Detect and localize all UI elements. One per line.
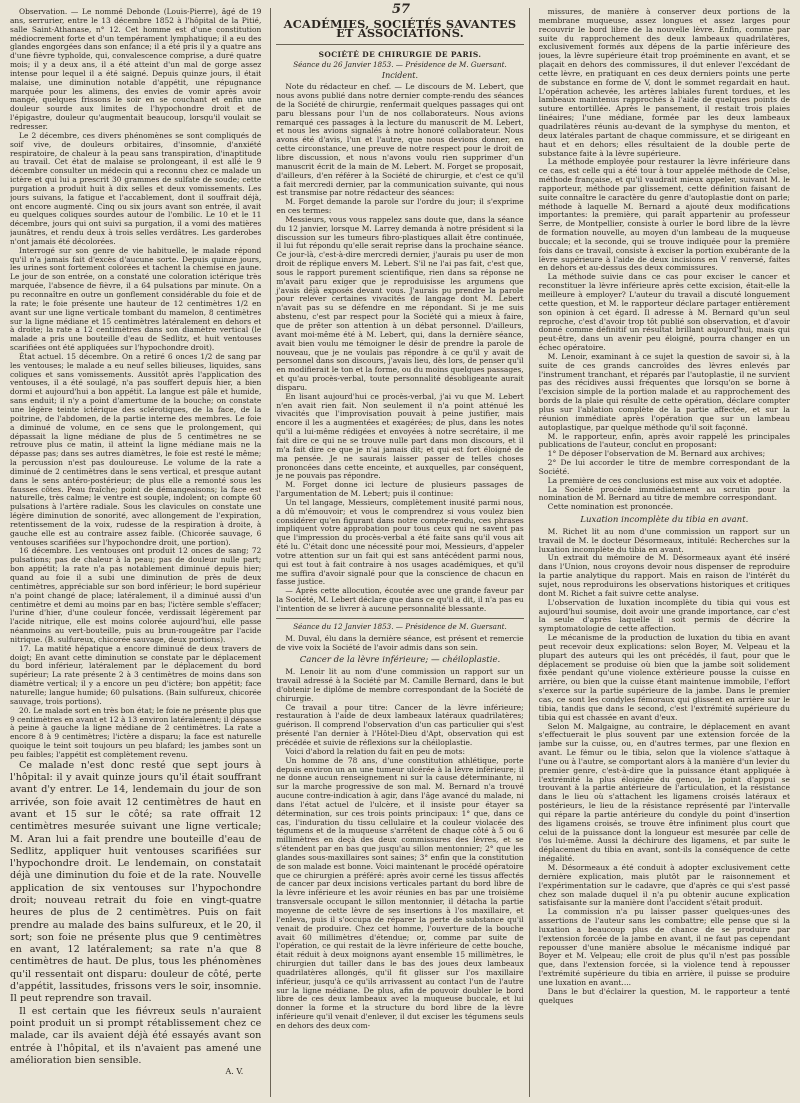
middle-paragraph: Un homme de 78 ans, d'une constitution athlétique, porte depuis environ un an une tumeur ulcérée à la lèvre inférieure; il ne donne aucun renseignement ni sur la cause déterminante, ni sur la marche progressive de son mal. M. Bernard n'a trouvé aucune contre-indication à agir, dans l'âge avancé du malade, ni dans l'état actuel de l'ulcère, et il insiste pour étayer sa détermination, sur ces trois points principaux: 1° que, dans ce cas, l'induration du tissu cellulaire et la couleur violacée des tégumens et de la muqueuse s'arrêtent de chaque côté à 5 ou 6 millimètres en deçà des deux commissures des lèvres, et se s'étendent par en bas que jusqu'au sillon mentonnier; 2° que les glandes sous-maxillaires sont saines; 3° enfin que la constitution de son malade est bonne. Voici maintenant le procédé opératoire que ce chirurgien a préféré: après avoir cerné les tissus affectés de cancer par deux incisions verticales partant du bord libre de la lèvre inférieure et les avoir réunies en bas par une troisième transversale occupant le sillon mentonnier, il détacha la partie moyenne de cette lèvre de ses insertions à l'os maxillaire, et l'enleva, puis il s'occupa de réparer la perte de substance qu'il venait de produire. Chez cet homme, l'ouverture de la bouche avait 60 millimètres d'étendue; or, comme par suite de l'opération, ce qui restait de la lèvre inférieure de cette bouche, était réduit à deux moignons ayant ensemble 15 millimètres, le chirurgien dut tailler dans le bas des joues deux lambeaux quadrilatères allongés, qu'il fit glisser sur l'os maxillaire inférieur, jusqu'à ce qu'ils arrivassent au contact l'un de l'autre sur la ligne médiane. De plus, afin de pouvoir doubler le bord libre de ces deux lambeaux avec la muqueuse buccale, et lui donner la forme et la structure du bord libre de la lèvre inférieure qu'il venait d'enlever, il dut exciser les tégumens seuls en dehors des deux com-: [276, 755, 524, 1030]
right-paragraph: L'observation de luxation incomplète du tibia qui vous est aujourd'hui soumise, doit avoir une grande importance, car c'est la seule d'après laquelle il soit permis de décrire la symptomatologie de cette affection.: [538, 597, 790, 634]
right-paragraph: Un extrait du mémoire de M. Désormeaux ayant été inséré dans l'Union, nous croyons devoir nous dispenser de reproduire la partie analytique du rapport. Mais en raison de l'intérêt du sujet, nous reproduirons les observations historiques et critiques dont M. Richet a fait suivre cette analyse.: [538, 553, 790, 598]
right-paragraph: 1° De déposer l'observation de M. Bernard aux archives;: [547, 449, 766, 459]
right-paragraph: missures, de manière à conserver deux portions de la membrane muqueuse, assez longues et assez larges pour recouvrir le bord libre de la nouvelle lèvre. Enfin, comme par suite du rapprochement des deux lambeaux quadrilatères, exclusivement formés aux dépens de la partie inférieure des joues, la lèvre supérieure était trop proéminente en avant, et se plaçait en dehors des commissures, il dut enlever l'excédant de cette lèvre, en pratiquant en ces deux derniers points une perte de substance en forme de V, dont le sommet regardait en haut. L'opération achevée, les artères labiales furent tordues, et les lambeaux maintenus rapprochés à l'aide de quelques points de suture entortillée. Après le pansement, il restait trois plaies linéaires; l'une médiane, formée par les deux lambeaux quadrilatères réunis au-devant de la symphyse du menton, et deux latérales partant de chaque commissure, et se dirigeant en haut et en dehors; elles résultaient de la double perte de substance faite à la lèvre supérieure.: [538, 8, 790, 158]
middle-paragraph: Note du rédacteur en chef. — Le discours de M. Lebert, que nous avons publié dans notre dernier compte-rendu des séances de la Société de chirurgie, renfermait quelques passages qui ont paru blessans pour l'un de nos collaborateurs. Nous avions remarqué ces passages à la lecture du manuscrit de M. Lebert, et nous les avions signalés à notre honoré collaborateur. Nous avons été d'avis, l'un et l'autre, que nous devions donner, en cette circonstance, une preuve de notre respect pour le droit de libre discussion, et nous n'avons voulu rien supprimer d'un manuscrit écrit de la main de M. Lebert. M. Forget se proposait, d'ailleurs, d'en référer à la Société de chirurgie, et c'est ce qu'il a fait mercredi dernier, par la communication suivante, qui nous est transmise par notre rédacteur des séances:: [276, 82, 524, 198]
left-paragraph: Le 2 décembre, ces divers phénomènes se sont compliqués de soif vive, de douleurs orbitaires, d'insomnie, d'anxiété respiratoire, de chaleur à la peau sans transpiration, d'inaptitude au travail. Cet état de malaise se prolongeant, il est allé le 9 décembre consulter un médecin qui a reconnu chez ce malade un ictère et qui lui a prescrit 30 grammes de sulfate de soude; cette purgation a produit huit à dix selles et deux vomissements. Les jours suivans, la fatigue et l'accablement, dont il souffrait déjà, ont encore augmenté. Cinq ou six jours avant son entrée, il avait eu quelques coliques sourdes autour de l'ombilic. Le 10 et le 11 décembre, jours qui ont suivi sa purgation, il a vomi des matières jaunâtres, et rendu deux à trois selles verdâtres. Les garderobes n'ont jamais été décolorées.: [10, 130, 262, 246]
society-title: SOCIÉTÉ DE CHIRURGIE DE PARIS.: [318, 49, 482, 59]
incident-title: Incident.: [381, 71, 419, 81]
page-number: 57: [392, 2, 411, 17]
divider: [276, 618, 523, 619]
middle-paragraph: — Après cette allocution, écoutée avec une grande faveur par la Société, M. Lebert déclare que dans ce qu'il a dit, il n'a pas eu l'intention de se livrer à aucune personnalité blessante.: [276, 586, 524, 613]
right-paragraph: La Société procède immédiatement au scrutin pour la nomination de M. Bernard au titre de membre correspondant.: [538, 484, 790, 503]
column-middle: [270, 8, 529, 1097]
left-paragraph: 16 décembre. Les ventouses ont produit 12 onces de sang; 72 pulsations; pas de chaleur à la peau; pas de douleur nulle part; bon appétit; la rate n'a pas notablement diminué depuis hier; quand au foie il a subi une diminution de près de deux centimètres, appréciable sur son bord inférieur; le bord supérieur n'a point changé de place; latéralement, il a diminué aussi d'un centimètre et demi au moins par en bas; l'ictère semble s'effacer; l'urine d'hier, d'une couleur foncée, verdissait légèrement par l'acide nitrique, elle est moins colorée aujourd'hui, elle passe néanmoins au vert-bouteille, puis au brun-rougeâtre par l'acide nitrique. (B. sulfureux, chicorée sauvage, deux portions).: [10, 546, 262, 644]
left-paragraph: 17. La matité hépatique a encore diminué de deux travers de doigt; En avant cette diminution se constate par le déplacement du bord inférieur, latéralement par le déplacement du bord supérieur; La rate présente 2 à 3 centimètres de moins dans son diamètre vertical; il y a encore un peu d'ictère; bon appétit; face naturelle; langue humide; 60 pulsations. (Bain sulfureux, chicorée sauvage, trois portions).: [10, 643, 262, 706]
right-paragraph: Le mécanisme de la production de luxation du tibia en avant peut recevoir deux explications: selon Boyer, M. Velpeau et la plupart des auteurs qui les ont précédés, il faut, pour que le déplacement se produise où bien que la jambe soit solidement fixée pendant qu'une violence extérieure pousse la cuisse en arrière, ou bien que la cuisse étant maintenue immobile, l'effort s'exerce sur la partie supérieure de la jambe. Dans le premier cas, ce sont les condyles fémoraux qui glissent en arrière sur le tibia, tandis que dans le second, c'est l'extrémité supérieure du tibia qui est chassée en avant d'eux.: [538, 633, 790, 722]
middle-paragraph: Un tel langage, Messieurs, complètement inusité parmi nous, a dû m'émouvoir; et vous le comprendrez si vous voulez bien considérer qu'en figurant dans notre compte-rendu, ces phrases impliquent votre approbation pour tous ceux qui ne savent pas que l'impression du procès-verbal a été faite sans qu'il vous ait été lu. C'était donc une nécessité pour moi, Messieurs, d'appeler votre attention sur un fait qui est sans antécédent parmi nous, qui est tout à fait contraire à nos usages académiques, et qu'il me suffira d'avoir signalé pour que la conscience de chacun en fasse justice.: [276, 497, 524, 587]
columns: [10, 8, 790, 1097]
right-paragraph: M. Désormeaux a été conduit à adopter exclusivement cette dernière explication, mais plutôt par le raisonnement et l'expérimentation sur le cadavre, que d'après ce qui s'est passé chez son malade duquel il n'a pu obtenir aucune explication satisfaisante sur la manière dont l'accident s'était produit.: [538, 863, 790, 908]
middle-paragraph: M. Duval, élu dans la dernière séance, est présent et remercie de vive voix la Société de l'avoir admis dans son sein.: [276, 633, 524, 652]
session-date: Séance du 12 Janvier 1853. — Présidence de M. Guersant.: [293, 621, 507, 631]
left-paragraph: État actuel. 15 décembre. On a retiré 6 onces 1/2 de sang par les ventouses; le malade a eu neuf selles bilieuses, liquides, sans coliques et sans vomissements. Aussitôt après l'application des ventouses, il a été soulagé, n'a pas souffert depuis hier, a bien dormi et aujourd'hui a bon appétit. La langue est pâle et humide, sans enduit; il n'y a point d'amertume de la bouche; on constate une légère teinte ictérique des sclérotiques, de la face, de la poitrine, de l'abdomen, de la partie interne des membres. Le foie a diminué de volume, en ce sens que le prolongement, qui dépassait la ligne médiane de plus de 5 centimètres ne se retrouve plus ce matin, il atteint la ligne médiane mais ne la dépasse pas; dans ses autres diamètres, le foie est resté le même; la percussion n'est pas douloureuse. Le volume de la rate a diminué de 2 centimètres dans le sens vertical, et presque autant dans le sens antéro-postérieur; de plus elle a remonté sous les fausses côtes. Peau fraîche; point de démangeaisons; la face est naturelle, très calme; le ventre est souple, indolent; on compte 60 pulsations à l'artère radiale. Sous les clavicules on constate une légère diminution de sonorité, avec allongement de l'expiration, retentissement de la voix, rudesse de la respiration à droite, à gauche elle est au contraire assez faible. (Chicorée sauvage, 6 ventouses scarifiées sur l'hypochondre droit, une portion).: [10, 351, 262, 547]
right-paragraph: M. Richet lit au nom d'une commission un rapport sur un travail de M. le docteur Désormeaux, intitulé: Recherches sur la luxation incomplète du tibia en avant.: [538, 526, 790, 554]
middle-paragraph: En lisant aujourd'hui ce procès-verbal, j'ai vu que M. Lebert n'en avait rien fait. Non seulement il n'a point atténué les vivacités que l'improvisation pouvait à peine justifier, mais encore il les a augmentées et exagérées; de plus, dans les notes qu'il a lui-même rédigées et envoyées à notre secrétaire, il me fait dire ce qui ne se trouve nulle part dans mon discours, et il m'a fait dire ce que je n'ai jamais dit; et qui est fort éloigné de ma pensée. Je ne saurais laisser passer de telles choses prononcées dans cette enceinte, et auxquelles, par conséquent, je ne pouvais pas répondre.: [276, 391, 524, 481]
article-title: Cancer de la lèvre inférieure; — chéiloplastie.: [299, 655, 501, 666]
right-paragraph: La méthode employée pour restaurer la lèvre inférieure dans ce cas, est celle qui a été tour à tour appelée méthode de Celse, méthode française, et qu'il vaudrait mieux appeler, suivant M. le rapporteur, méthode par glissement, cette définition faisant de suite connaître le caractère du genre d'autoplastie dont on parle; méthode à laquelle M. Bernard a ajouté deux modifications importantes: la première, qui paraît appartenir au professeur Serre, de Montpellier, consiste à ourler le bord libre de la lèvre de formation nouvelle, au moyen d'un lambeau de la muqueuse buccale; et la seconde, qui se trouve indiquée pour la première fois dans ce travail, consiste à exciser la portion exubérante de la lèvre supérieure à l'aide de deux incisions en V renversé, faites en dehors et au-dessus des deux commissures.: [538, 157, 790, 273]
right-paragraph: La méthode suivie dans ce cas pour exciser le cancer et reconstituer la lèvre inférieure après cette excision, était-elle la meilleure à employer? L'auteur du travail a discuté longuement cette question, et M. le rapporteur déclare partager entièrement son opinion à cet égard. Il adresse à M. Bernard qu'un seul reproche, c'est d'avoir trop tôt publié son observation, et d'avoir donné comme définitif un résultat brillant aujourd'hui, mais qui peut-être, dans un avenir peu éloigné, pourra changer en un échec opératoire.: [538, 272, 790, 353]
middle-paragraph: Messieurs, vous vous rappelez sans doute que, dans la séance du 12 janvier, lorsque M. Larrey demanda à notre président si la discussion sur les tumeurs fibro-plastiques allait être continuée, il lui fut répondu qu'elle serait reprise dans la prochaine séance. Ce jour-là, c'est-à-dire mercredi dernier, j'aurais pu user de mon droit de réplique envers M. Lebert. S'il ne l'ai pas fait, c'est que, sous le rapport purement scientifique, rien dans sa réponse ne m'avait paru exiger que je reproduisisse les argumens que j'avais déjà exposés devant vous. J'aurais pu prendre la parole pour relever certaines vivacités de langage dont M. Lebert n'avait pas su se défendre en me répondant. Si je me suis abstenu, c'est par respect pour la Société qui a mieux à faire, que de prêter son attention à un débat personnel. D'ailleurs, avant moi-même été à M. Lebert, qui, dans la dernière séance, avait bien voulu me témoigner le désir de prendre la parole de nouveau, que je ne voulais pas répondre à ce qu'il y avait de personnel dans son discours, j'avais lieu, dès lors, de penser qu'il en modifierait le ton et la forme, ou du moins quelques passages, et qu'au procès-verbal, toute personnalité désobligeante aurait disparu.: [276, 214, 524, 392]
left-paragraph: 20. Le malade sort en très bon état; le foie ne présente plus que 9 centimètres en avant et 12 à 13 environ latéralement; il dépasse à peine à gauche la ligne médiane de 2 centimètres. La rate a encore 8 à 9 centimètres; l'ictère a disparu; la face est naturelle quoique le teint soit toujours un peu blafard; les jambes sont un peu faibles; l'appétit est complètement revenu.: [10, 705, 262, 759]
middle-paragraph: Ce travail a pour titre: Cancer de la lèvre inférieure; restauration à l'aide de deux lambeaux latéraux quadrilatères; guérison. Il comprend l'observation d'un cas particulier qui s'est présenté l'an dernier à l'Hôtel-Dieu d'Apt, observation qui est précédée et suivie de réflexions sur la chéiloplastie.: [276, 702, 524, 747]
left-paragraph: Interrogé sur son genre de vie habituelle, le malade répond qu'il n'a jamais fait d'excès d'aucune sorte. Depuis quinze jours, les urines sont fortement colorées et tachent la chemise en jaune. Le jour de son entrée, on a constaté une coloration ictérique très marquée, l'absence de fièvre, il a 64 pulsations par minute. On a pu reconnaître en outre un gonflement considérable du foie et de la rate; le foie présente une hauteur de 12 centimètres 1/2 en avant sur une ligne verticale tombant du mamelon, 8 centimètres sur la ligne médiane et 15 centimètres latéralement en dehors et à droite; la rate a 12 centimètres dans son diamètre vertical (le malade a pris une bouteille d'eau de Sedlitz, et huit ventouses scarifiées ont été appliquées sur l'hypochondre droit).: [10, 245, 262, 353]
column-right: [539, 8, 790, 1097]
right-paragraph: La première de ces conclusions est mise aux voix et adoptée.: [547, 475, 782, 485]
right-paragraph: Cette nomination est prononcée.: [547, 502, 674, 512]
right-paragraph: Selon M. Malgaigne, au contraire, le déplacement en avant s'effectuerait le plus souvent par une extension forcée de la jambe sur la cuisse, ou, en d'autres termes, par une flexion en avant. Le fémur ou le tibia, selon que la violence s'attaque à l'une ou à l'autre, se comportant alors à la manière d'un levier du premier genre, c'est-à-dire que la puissance étant appliquée à l'extrémité la plus éloignée du genou, le point d'appui se trouvant à la partie antérieure de l'articulation, et la résistance dans le lieu où s'attachent les ligamens croisés latéraux et postérieurs, le lieu de la résistance représenté par l'intervalle qui répare la partie antérieure du condyle du point d'insertion des ligamens croisés, se trouve être infiniment plus court que celui de la puissance dont la longueur est mesurée par celle de l'os lui-même. Aussi la déchirure des ligamens, et par suite le déplacement du tibia en avant, sont-ils la conséquence de cette inégalité.: [538, 721, 790, 864]
middle-paragraph: M. Lenoir lit au nom d'une commission un rapport sur un travail adressé à la Société par M. Camille Bernard, dans le but d'obtenir le diplôme de membre correspondant de la Société de chirurgie.: [276, 667, 524, 703]
column-left: [10, 8, 261, 1097]
right-paragraph: Dans le but d'éclairer la question, M. le rapporteur a tenté quelques: [538, 986, 790, 1005]
left-commentary: Ce malade n'est donc resté que sept jours à l'hôpital: il y avait quinze jours qu'il était souffrant avant d'y entrer. Le 14, lendemain du jour de son arrivée, son foie avait 12 centimètres de haut en avant et 15 sur le côté; sa rate offrait 12 centimètres mesurée suivant une ligne verticale; M. Aran lui a fait prendre une bouteille d'eau de Sedlitz, appliquer huit ventouses scarifiées sur l'hypochondre droit. Le lendemain, on constatait déjà une diminution du foie et de la rate. Nouvelle application de six ventouses sur l'hypochondre droit; nouveau retrait du foie en vingt-quatre heures de plus de 2 centimètres. Puis on fait prendre au malade des bains sulfureux, et le 20, il sort; son foie ne présente plus que 9 centimètres en avant, 12 latéralement; sa rate n'a que 8 centimètres de haut. De plus, tous les phénomènes qu'il ressentait ont disparu: douleur de côté, perte d'appétit, lassitudes, frissons vers le soir, insomnie. Il peut reprendre son travail.: [10, 759, 262, 1005]
signature: A. V.: [225, 1067, 244, 1077]
right-paragraph: La commission n'a pu laisser passer quelques-unes des assertions de l'auteur sans les combattre; elle pense que si la luxation a beaucoup plus de chance de se produire par l'extension forcée de la jambe en avant, il ne faut pas cependant repousser d'une manière absolue le mécanisme indiqué par Boyer et M. Velpeau; elle croit de plus qu'il n'est pas possible que, dans l'extension forcée, si la violence tend à repousser l'extrémité supérieure du tibia en arrière, il puisse se produire une luxation en avant....: [538, 907, 790, 987]
section-headline: ACADÉMIES, SOCIÉTÉS SAVANTES ET ASSOCIATIONS.: [276, 20, 523, 45]
session-date: Séance du 26 Janvier 1853. — Présidence de M. Guersant.: [293, 59, 507, 69]
right-paragraph: 2° De lui accorder le titre de membre correspondant de la Société.: [538, 458, 790, 476]
middle-paragraph: M. Forget donne ici lecture de plusieurs passages de l'argumentation de M. Lebert; puis il continue:: [276, 480, 524, 499]
right-paragraph: M. Lenoir, examinant à ce sujet la question de savoir si, à la suite de ces grands cancroïdes des lèvres enlevés par l'instrument tranchant, et réparés par l'autoplastie, il ne survient pas des récidives aussi fréquentes que lorsqu'on se borne à l'excision simple de la portion malade et au rapprochement des bords de la plaie qui résulte de cette opération, déclare compter plus sur l'ablation complète de la partie affectée, et sur la réunion immédiate après l'opération que sur un lambeau autoplastique, par quelque méthode qu'il soit façonné.: [538, 351, 790, 432]
middle-paragraph: Voici d'abord la relation du fait en peu de mots:: [285, 746, 465, 756]
left-commentary: Il est certain que les fiévreux seuls n'auraient point produit un si prompt rétablissement chez ce malade, car ils avaient déjà été essayés avant son entrée à l'hôpital, et ils n'avaient pas amené une amélioration bien sensible.: [10, 1005, 262, 1066]
middle-paragraph: M. Forget demande la parole sur l'ordre du jour; il s'exprime en ces termes:: [276, 197, 524, 216]
article-title: Luxation incomplète du tibia en avant.: [580, 515, 749, 526]
right-paragraph: M. le rapporteur, enfin, après avoir rappelé les principales publications de l'auteur, conclut en proposant:: [538, 431, 790, 450]
left-paragraph: Observation. — Le nommé Debonde (Louis-Pierre), âgé de 19 ans, serrurier, entre le 13 décembre 1852 à l'hôpital de la Pitié, salle Saint-Athanase, n° 12. Cet homme est d'une constitution médiocrement forte et d'un tempérament lymphatique; il a eu des glandes engorgées dans son enfance; il a été pris il y a quatre ans d'une fièvre typhoïde, qui, convalescence comprise, a duré quatre mois; il y a deux ans, il a été atteint d'un mal de gorge assez intense pour lequel il a été saigné. Depuis quinze jours, il était malaise, une diminution notable d'appétit, une répugnance marquée pour les alimens, des envies de vomir après avoir mangé, quelques frissons le soir en se couchant et enfin une douleur sourde aux limites de l'hypochondre droit et de l'épigastre, douleur qu'augmentait beaucoup, lorsqu'il voulait se redresser.: [10, 8, 262, 131]
